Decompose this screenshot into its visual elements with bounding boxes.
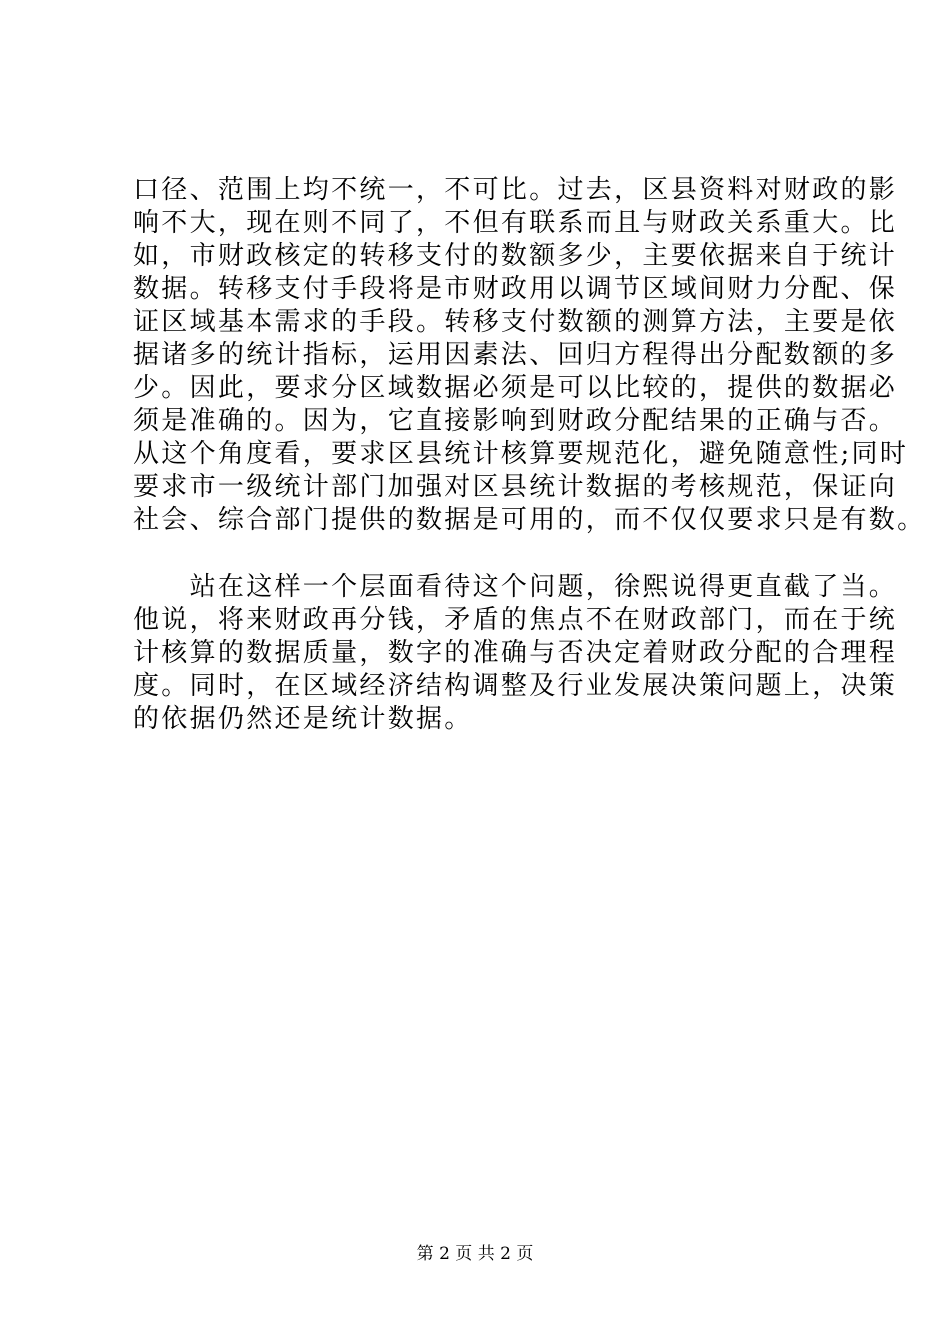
text-line: 少。因此，要求分区域数据必须是可以比较的，提供的数据必 <box>133 373 898 403</box>
text-line: 响不大，现在则不同了，不但有联系而且与财政关系重大。比 <box>133 208 898 238</box>
text-line: 社会、综合部门提供的数据是可用的，而不仅仅要求只是有数。 <box>133 505 926 535</box>
paragraph-2 <box>133 571 898 736</box>
text-line: 站在这样一个层面看待这个问题，徐熙说得更直截了当。 <box>133 572 898 602</box>
text-line: 须是准确的。因为，它直接影响到财政分配结果的正确与否。 <box>133 406 898 436</box>
text-line: 从这个角度看，要求区县统计核算要规范化，避免随意性;同时 <box>133 439 909 469</box>
text-line: 度。同时，在区域经济结构调整及行业发展决策问题上，决策 <box>133 671 898 701</box>
page-number-label: 第 2 页 共 2 页 <box>416 1244 534 1264</box>
text-line: 证区域基本需求的手段。转移支付数额的测算方法，主要是依 <box>133 307 898 337</box>
text-line: 计核算的数据质量，数字的准确与否决定着财政分配的合理程 <box>133 638 898 668</box>
text-line: 如，市财政核定的转移支付的数额多少，主要依据来自于统计 <box>133 241 898 271</box>
body-text <box>133 174 926 736</box>
text-line: 他说，将来财政再分钱，矛盾的焦点不在财政部门，而在于统 <box>133 605 898 635</box>
text-line: 的依据仍然还是统计数据。 <box>133 704 473 734</box>
paragraph-1 <box>133 174 926 537</box>
text-line: 要求市一级统计部门加强对区县统计数据的考核规范，保证向 <box>133 472 898 502</box>
page-footer <box>0 1243 950 1265</box>
text-line: 口径、范围上均不统一，不可比。过去，区县资料对财政的影 <box>133 175 898 205</box>
text-line: 数据。转移支付手段将是市财政用以调节区域间财力分配、保 <box>133 274 898 304</box>
text-line: 据诸多的统计指标，运用因素法、回归方程得出分配数额的多 <box>133 340 898 370</box>
